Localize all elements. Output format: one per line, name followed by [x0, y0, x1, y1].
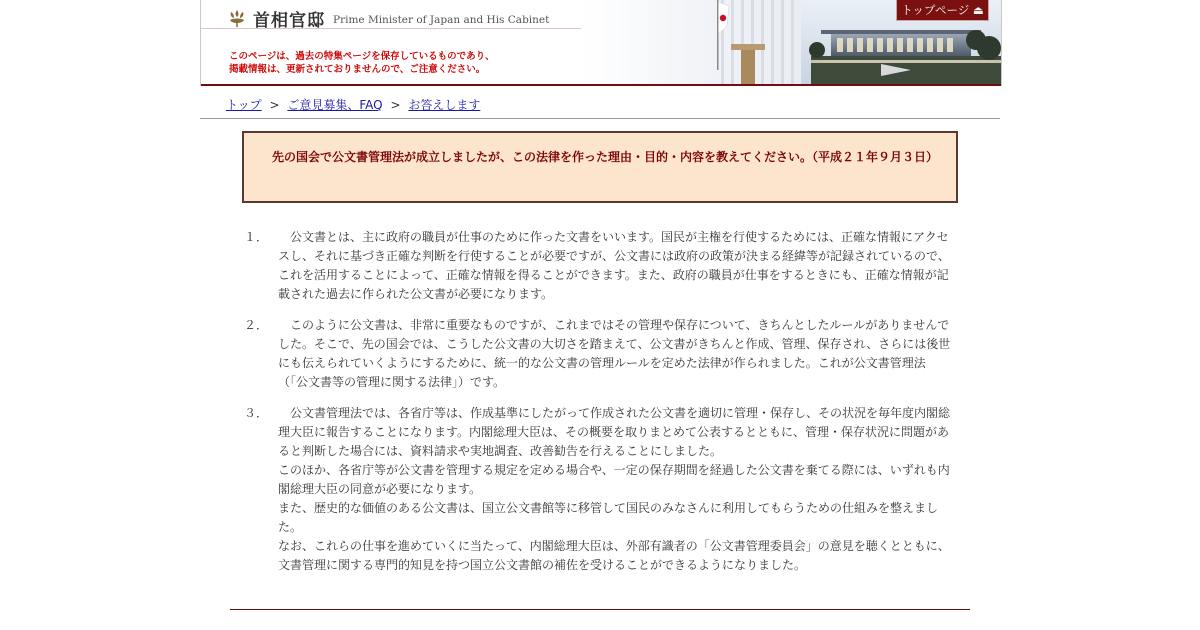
answer-body	[278, 316, 952, 392]
breadcrumb-divider	[200, 118, 1000, 119]
answer-number: ２．	[244, 318, 269, 332]
site-header	[200, 0, 1002, 86]
answer-paragraph: 公文書管理法では、各省庁等は、作成基準にしたがって作成された公文書を適切に管理・保存し、その状況を毎年度内閣総理大臣に報告することになります。内閣総理大臣は、その概要を取りまとめて公表するとともに、管理・保存状況に問題があると判断した場合には、資料請求や実地調査、改善勧告を行えることにしました。	[278, 406, 951, 458]
answer-body	[278, 404, 952, 575]
answer-list	[244, 228, 954, 587]
breadcrumb-link-answers[interactable]: お答えします	[408, 98, 481, 112]
answer-paragraph: このほか、各省庁等が公文書を管理する規定を定める場合や、一定の保存期間を経過した公文書を棄てる際には、いずれも内閣総理大臣の同意が必要になります。	[278, 463, 950, 496]
question-text: 先の国会で公文書管理法が成立しましたが、この法律を作った理由・目的・内容を教えてください。（平成２１年９月３日）	[272, 150, 939, 164]
answer-paragraph: なお、これらの仕事を進めていくに当たって、内閣総理大臣は、外部有識者の「公文書管理委員会」の意見を聴くとともに、文書管理に関する専門的知見を持つ国立公文書館の補佐を受けることができるようになりました。	[278, 539, 950, 572]
answer-number: １．	[244, 230, 269, 244]
top-page-button[interactable]: トップページ ⏏	[896, 0, 989, 21]
answer-item	[244, 316, 954, 392]
breadcrumb-separator: >	[269, 98, 280, 112]
page	[200, 0, 1000, 630]
archive-notice-line: 掲載情報は、更新されておりませんので、ご注意ください。	[229, 64, 486, 75]
question-box	[242, 131, 958, 203]
logo-japanese-text: 首相官邸	[253, 10, 325, 31]
footer-divider	[230, 609, 970, 610]
site-logo[interactable]	[227, 6, 549, 30]
answer-body	[278, 228, 952, 304]
logo-english-text: Prime Minister of Japan and His Cabinet	[333, 14, 550, 26]
breadcrumb-link-top[interactable]: トップ	[226, 98, 262, 112]
archive-notice	[229, 50, 495, 76]
paulownia-crest-icon	[227, 8, 247, 28]
header-accent-bar	[201, 84, 1001, 86]
answer-paragraph: このように公文書は、非常に重要なものですが、これまではその管理や保存について、きちんとしたルールがありませんでした。そこで、先の国会では、こうした公文書の大切さを踏まえて、公文書がきちんと作成、管理、保存され、さらには後世にも伝えられていくようにするために、統一的な公文書の管理ルールを定めた法律が作られました。これが公文書管理法（「公文書等の管理に関する法律」）です。	[278, 318, 951, 389]
archive-notice-line: このページは、過去の特集ページを保存しているものであり、	[229, 51, 495, 62]
answer-item	[244, 228, 954, 304]
answer-number: ３．	[244, 406, 269, 420]
breadcrumb-link-opinions-faq[interactable]: ご意見募集、FAQ	[287, 98, 383, 112]
answer-paragraph: 公文書とは、主に政府の職員が仕事のために作った文書をいいます。国民が主権を行使するためには、正確な情報にアクセスし、それに基づき正確な判断を行使することが必要ですが、公文書には政府の政策が決まる経緯等が記録されているので、これを活用することによって、正確な情報を得ることができます。また、政府の職員が仕事をするときにも、正確な情報が記載された過去に作られた公文書が必要になります。	[278, 230, 950, 301]
answer-paragraph: また、歴史的な価値のある公文書は、国立公文書館等に移管して国民のみなさんに利用してもらうための仕組みを整えました。	[278, 501, 939, 534]
breadcrumb	[226, 96, 480, 113]
breadcrumb-separator: >	[390, 98, 401, 112]
answer-item	[244, 404, 954, 575]
